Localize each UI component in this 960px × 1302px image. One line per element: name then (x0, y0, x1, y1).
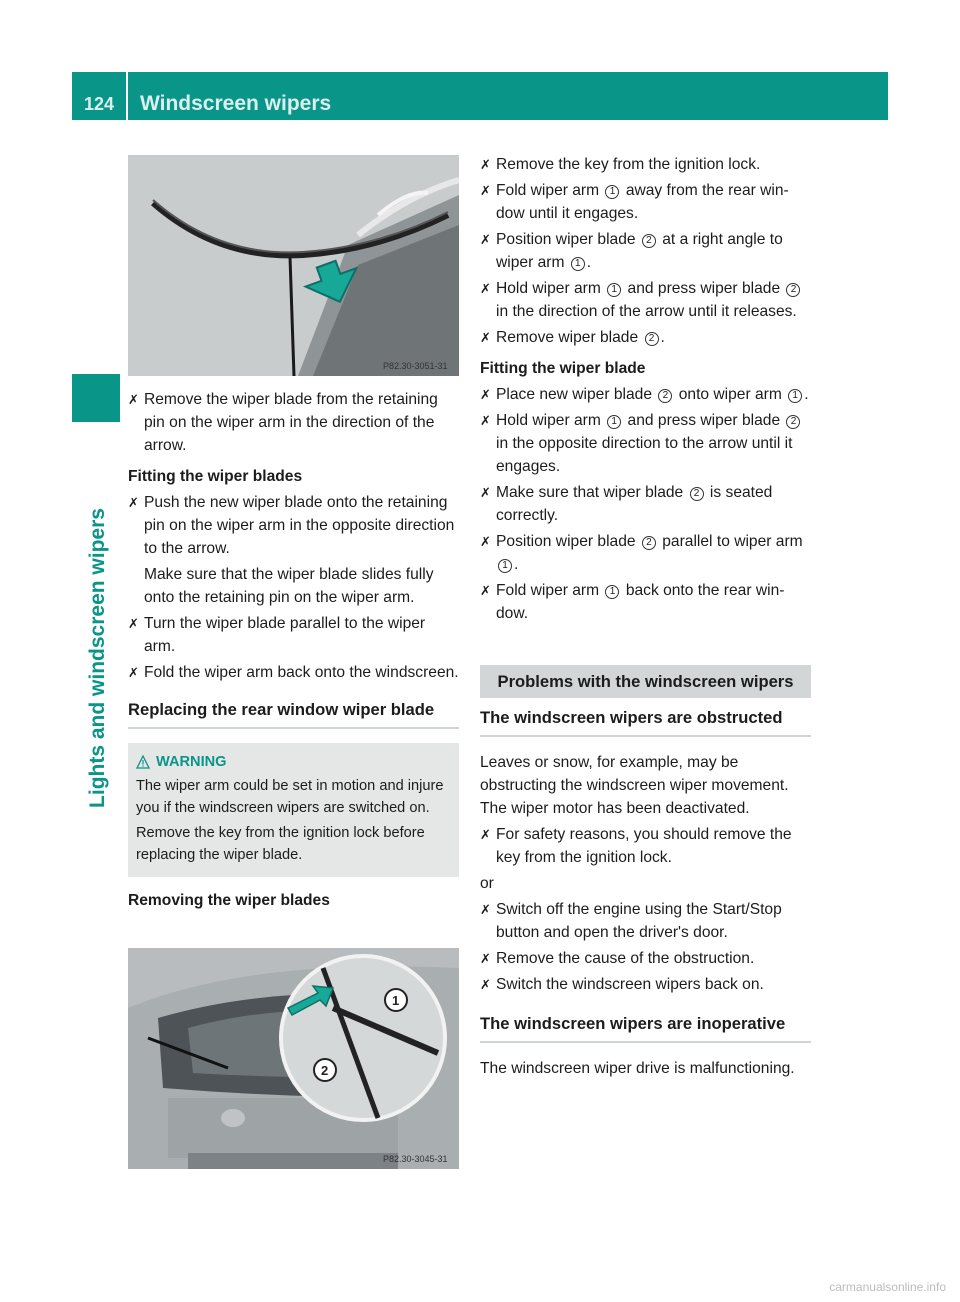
page-title: Windscreen wipers (140, 92, 332, 115)
callout-number: 1 (498, 559, 512, 573)
header-bar (72, 72, 888, 120)
list-item: ✗ Make sure that wiper blade 2 is seated correctly. (480, 481, 811, 527)
step-arrow-icon: ✗ (480, 413, 491, 428)
callout-2: 2 (321, 1063, 329, 1078)
step-arrow-icon: ✗ (480, 485, 491, 500)
problems-section-bar: Problems with the windscreen wipers (480, 665, 811, 698)
page-number: 124 (84, 94, 115, 114)
warning-text: Remove the key from the ignition lock before replacing the wiper blade. (136, 825, 425, 863)
list-item: ✗ Remove wiper blade 2 . (480, 326, 811, 349)
list-item: ✗ Fold wiper arm 1 back onto the rear window. (480, 579, 811, 625)
footer-site-link[interactable]: carmanualsonline.info (829, 1280, 946, 1294)
step-arrow-icon: ✗ (480, 183, 491, 198)
list-item: ✗ Place new wiper blade 2 onto wiper arm 1 . (480, 383, 811, 406)
side-tab-label: Lights and windscreen wipers (86, 508, 109, 808)
list-item: ✗ Hold wiper arm 1 and press wiper blade 2 in the direction of the arrow until it releases. (480, 277, 811, 323)
callout-number: 2 (642, 536, 656, 550)
list-item: ✗ Fold wiper arm 1 away from the rear window until it engages. (480, 179, 811, 225)
step-arrow-icon: ✗ (480, 534, 491, 549)
obstructed-heading: The windscreen wipers are obstructed (480, 706, 811, 737)
fitting-blades-heading: Fitting the wiper blades (128, 468, 303, 485)
header-divider (126, 72, 128, 120)
step-arrow-icon: ✗ (480, 977, 491, 992)
list-item: ✗ Push the new wiper blade onto the retaining pin on the wiper arm in the opposite direction to the arrow. (128, 491, 459, 560)
step-arrow-icon: ✗ (480, 281, 491, 296)
warning-box (128, 743, 459, 877)
side-tab-marker (72, 374, 120, 422)
callout-number: 1 (607, 415, 621, 429)
bottom-photo-ref: P82.30-3045-31 (383, 1154, 448, 1164)
callout-number: 2 (645, 332, 659, 346)
warning-text: The wiper arm could be set in motion and injure you if the windscreen wipers are switched on. (136, 778, 444, 816)
step-arrow-icon: ✗ (480, 951, 491, 966)
warning-triangle-icon (136, 755, 150, 769)
step-arrow-icon: ✗ (128, 392, 139, 407)
callout-number: 1 (607, 283, 621, 297)
fitting-blade-heading: Fitting the wiper blade (480, 360, 646, 377)
step-arrow-icon: ✗ (480, 387, 491, 402)
step-arrow-icon: ✗ (480, 827, 491, 842)
list-item: ✗ Turn the wiper blade parallel to the wiper arm. (128, 612, 459, 658)
list-item: ✗ Remove the cause of the obstruction. (480, 947, 811, 970)
list-item: ✗ Switch the windscreen wipers back on. (480, 973, 811, 996)
removing-blades-heading: Removing the wiper blades (128, 892, 330, 909)
step-arrow-icon: ✗ (480, 157, 491, 172)
inoperative-heading: The windscreen wipers are inoperative (480, 1012, 811, 1043)
list-item: ✗ Remove the key from the ignition lock. (480, 153, 811, 176)
list-item: ✗ Position wiper blade 2 parallel to wiper arm 1 . (480, 530, 811, 576)
step-arrow-icon: ✗ (480, 330, 491, 345)
callout-number: 1 (571, 257, 585, 271)
step-arrow-icon: ✗ (480, 583, 491, 598)
inoperative-paragraph: The windscreen wiper drive is malfunctioning. (480, 1060, 795, 1077)
list-item: ✗ Remove the wiper blade from the retaining pin on the wiper arm in the direction of the arrow. (128, 388, 459, 457)
section-heading-rear-wiper: Replacing the rear window wiper blade (128, 698, 459, 729)
callout-number: 2 (786, 283, 800, 297)
obstructed-paragraph: Leaves or snow, for example, may be obstructing the windscreen wiper movement. The wiper motor has been deactivated. (480, 754, 789, 817)
step-arrow-icon: ✗ (480, 902, 491, 917)
left-column (128, 388, 459, 915)
step-arrow-icon: ✗ (128, 665, 139, 680)
callout-1: 1 (392, 993, 400, 1008)
top-photo-ref: P82.30-3051-31 (383, 361, 448, 371)
step-arrow-icon: ✗ (128, 495, 139, 510)
step-arrow-icon: ✗ (480, 232, 491, 247)
warning-header: WARNING (136, 751, 451, 773)
callout-number: 1 (605, 585, 619, 599)
callout-number: 2 (658, 389, 672, 403)
callout-number: 1 (605, 185, 619, 199)
step-arrow-icon: ✗ (128, 616, 139, 631)
or-text: or (480, 875, 494, 892)
rear-wiper-photo (128, 948, 459, 1169)
list-item: ✗ Hold wiper arm 1 and press wiper blade 2 in the opposite direction to the arrow until it engages. (480, 409, 811, 478)
list-item: ✗ For safety reasons, you should remove the key from the ignition lock. (480, 823, 811, 869)
list-item: ✗ Switch off the engine using the Start/Stop button and open the driver's door. (480, 898, 811, 944)
callout-number: 2 (786, 415, 800, 429)
callout-number: 1 (788, 389, 802, 403)
right-column (480, 153, 811, 1083)
callout-number: 2 (690, 487, 704, 501)
step-note: Make sure that the wiper blade slides fully onto the retaining pin on the wiper arm. (144, 566, 434, 606)
callout-number: 2 (642, 234, 656, 248)
wiper-blade-photo (128, 155, 459, 376)
list-item: ✗ Fold the wiper arm back onto the windscreen. (128, 661, 459, 684)
list-item: ✗ Position wiper blade 2 at a right angle to wiper arm 1 . (480, 228, 811, 274)
